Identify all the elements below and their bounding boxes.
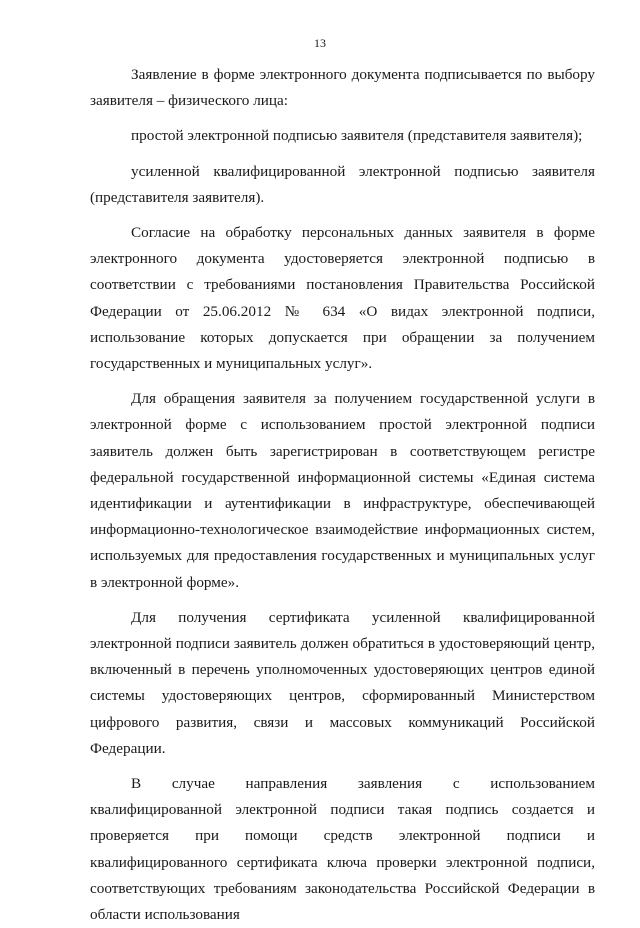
paragraph-esia-registration: Для обращения заявителя за получением государственной услуги в электронной форме с использованием простой электронной подписи заявитель должен быть зарегистрирован в соответствующем регистре федеральной государственной информационной системы «Единая система идентификации и аутентификации в инфраструктуре, обеспечивающей информационно-технологическое взаимодействие информационных систем, используемых для предоставления государственных и муниципальных услуг в электронной форме». — [90, 390, 595, 591]
paragraph-qualified-signature: усиленной квалифицированной электронной подписью заявителя (представителя заявителя). — [90, 162, 595, 206]
paragraph-certificate: Для получения сертификата усиленной квалифицированной электронной подписи заявитель должен обратиться в удостоверяющий центр, включенный в перечень уполномоченных удостоверяющих центров единой системы удостоверяющих центров, сформированный Министерством цифрового развития, связи и массовых коммуникаций Российской Федерации. — [90, 608, 595, 757]
page-number: 13 — [314, 36, 326, 50]
paragraph-signature-choice: Заявление в форме электронного документа подписывается по выбору заявителя – физического лица: — [90, 66, 595, 110]
paragraph-personal-data-consent: Согласие на обработку персональных данных заявителя в форме электронного документа удостоверяется электронной подписью в соответствии с требованиями постановления Правительства Российской Федерации от 25.06.2012 № 634 «О видах электронной подписи, использование которых допускается при обращении за получением государственных и муниципальных услуг». — [90, 224, 595, 373]
document-body — [90, 62, 595, 928]
paragraph-qualified-signature-verification: В случае направления заявления с использованием квалифицированной электронной подписи такая подпись создается и проверяется при помощи средств электронной подписи и квалифицированного сертификата ключа проверки электронной подписи, соответствующих требованиям законодательства Российской Федерации в области использования — [90, 775, 595, 924]
paragraph-simple-signature: простой электронной подписью заявителя (представителя заявителя); — [131, 127, 583, 145]
